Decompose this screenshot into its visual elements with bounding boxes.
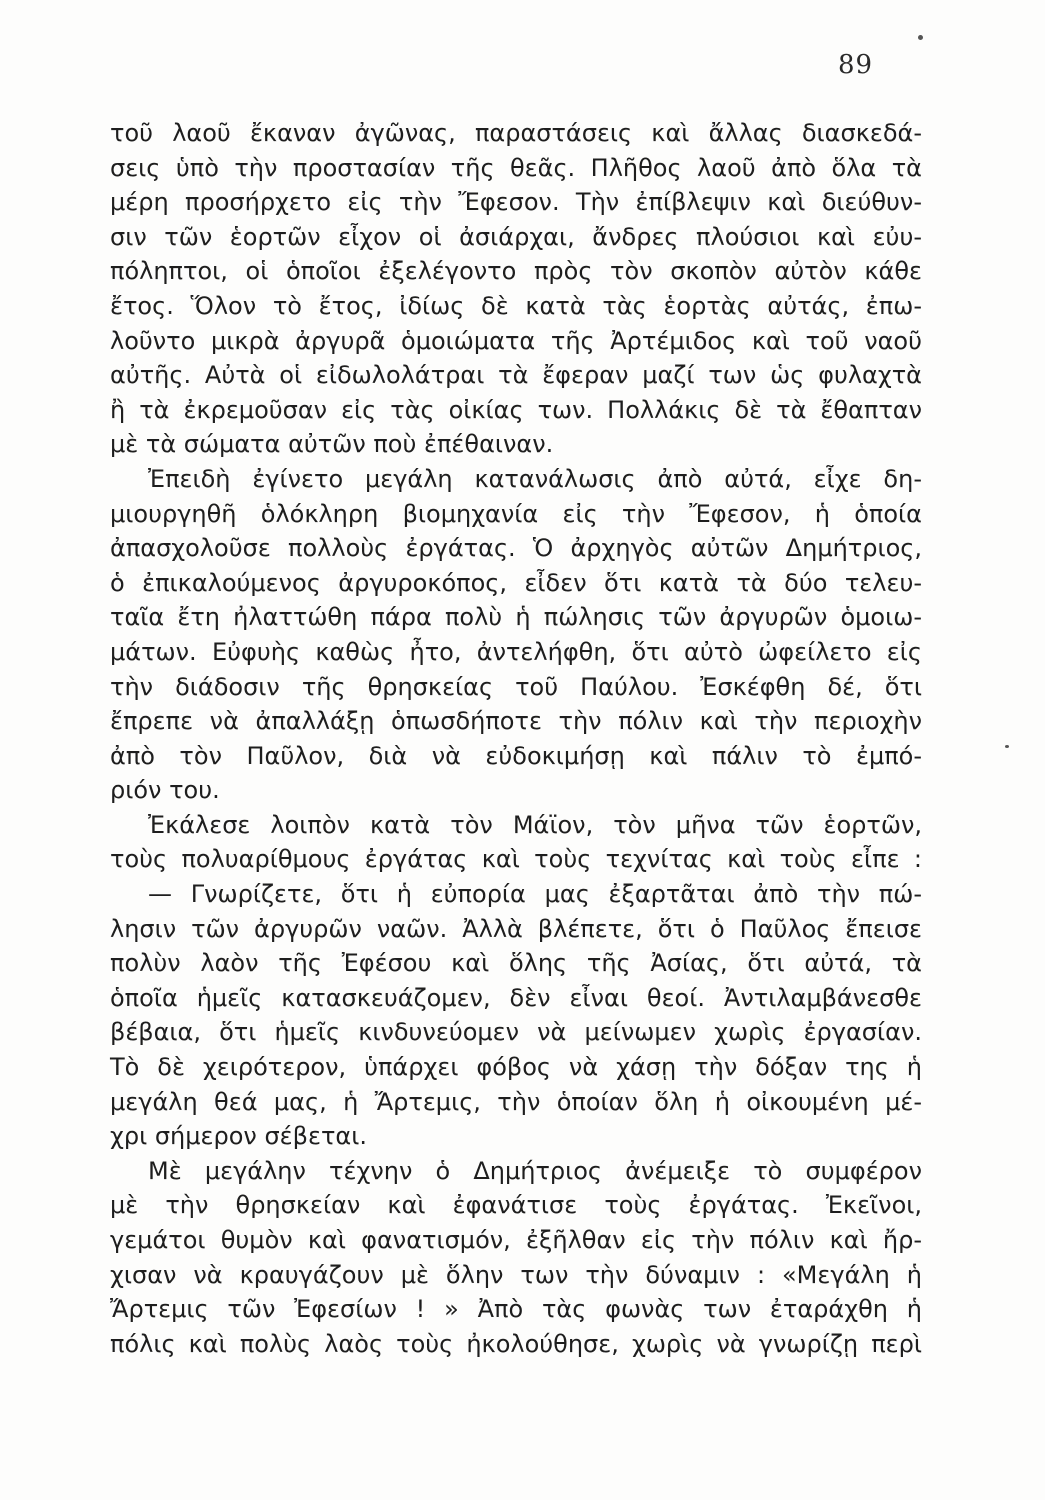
text-line: ἀπὸ τὸν Παῦλον, διὰ νὰ εὐδοκιμήσῃ καὶ πάλιν τὸ ἐμπό- [110,741,922,770]
ink-speck [918,35,923,40]
text-line: τὴν διάδοσιν τῆς θρησκείας τοῦ Παύλου. Ἐσκέφθη δέ, ὅτι [110,672,922,701]
text-line: ὁ ἐπικαλούμενος ἀργυροκόπος, εἶδεν ὅτι κατὰ τὰ δύο τελευ- [110,568,922,597]
text-line: μὲ τὴν θρησκείαν καὶ ἐφανάτισε τοὺς ἐργάτας. Ἐκεῖνοι, [110,1191,922,1220]
text-line: πόληπτοι, οἱ ὁποῖοι ἐξελέγοντο πρὸς τὸν σκοπὸν αὐτὸν κάθε [110,257,922,286]
text-line: γεμάτοι θυμὸν καὶ φανατισμόν, ἐξῆλθαν εἰς τὴν πόλιν καὶ ἤρ- [110,1226,922,1254]
text-line: Μὲ μεγάλην τέχνην ὁ Δημήτριος ἀνέμειξε τὸ συμφέρον [148,1156,922,1185]
text-line: ταῖα ἔτη ἠλαττώθη πάρα πολὺ ἡ πώλησις τῶν ἀργυρῶν ὁμοιω- [110,603,922,632]
text-line: Ἄρτεμις τῶν Ἐφεσίων ! » Ἀπὸ τὰς φωνὰς των ἐταράχθη ἡ [110,1295,922,1324]
text-line: σεις ὑπὸ τὴν προστασίαν τῆς θεᾶς. Πλῆθος λαοῦ ἀπὸ ὅλα τὰ [110,153,922,182]
body-text [110,116,922,1361]
ink-speck [1005,745,1009,748]
text-line: αὐτῆς. Αὐτὰ οἱ εἰδωλολάτραι τὰ ἔφεραν μαζί των ὡς φυλαχτὰ [110,361,922,390]
text-line: ἔπρεπε νὰ ἀπαλλάξῃ ὁπωσδήποτε τὴν πόλιν καὶ τὴν περιοχὴν [110,707,922,736]
text-line: τοὺς πολυαρίθμους ἐργάτας καὶ τοὺς τεχνίτας καὶ τοὺς εἶπε : [110,845,922,874]
text-line: ἔτος. Ὅλον τὸ ἔτος, ἰδίως δὲ κατὰ τὰς ἑορτὰς αὐτάς, ἐπω- [110,291,922,320]
text-line: χισαν νὰ κραυγάζουν μὲ ὅλην των τὴν δύναμιν : «Μεγάλη ἡ [110,1260,922,1289]
text-line: Ἐκάλεσε λοιπὸν κατὰ τὸν Μάϊον, τὸν μῆνα τῶν ἑορτῶν, [148,810,922,839]
text-line: μὲ τὰ σώματα αὐτῶν ποὺ ἐπέθαιναν. [110,430,554,459]
text-line: βέβαια, ὅτι ἡμεῖς κινδυνεύομεν νὰ μείνωμεν χωρὶς ἐργασίαν. [110,1018,922,1047]
text-line: πόλις καὶ πολὺς λαὸς τοὺς ἠκολούθησε, χωρὶς νὰ γνωρίζῃ περὶ [110,1329,922,1358]
text-line: μιουργηθῆ ὁλόκληρη βιομηχανία εἰς τὴν Ἔφεσον, ἡ ὁποία [110,499,922,528]
text-line: μέρη προσήρχετο εἰς τὴν Ἔφεσον. Τὴν ἐπίβλεψιν καὶ διεύθυν- [110,188,922,217]
text-line: χρι σήμερον σέβεται. [110,1122,367,1151]
text-line: Ἐπειδὴ ἐγίνετο μεγάλη κατανάλωσις ἀπὸ αὐτά, εἶχε δη- [148,464,922,493]
text-line: Τὸ δὲ χειρότερον, ὑπάρχει φόβος νὰ χάσῃ τὴν δόξαν της ἡ [110,1053,922,1082]
text-line: ἢ τὰ ἐκρεμοῦσαν εἰς τὰς οἰκίας των. Πολλάκις δὲ τὰ ἔθαπταν [110,395,922,424]
text-line: ὁποῖα ἡμεῖς κατασκευάζομεν, δὲν εἶναι θεοί. Ἀντιλαμβάνεσθε [110,983,922,1012]
text-line: μεγάλη θεά μας, ἡ Ἄρτεμις, τὴν ὁποίαν ὅλη ἡ οἰκουμένη μέ- [110,1087,922,1116]
page-number: 89 [838,50,874,80]
text-line: — Γνωρίζετε, ὅτι ἡ εὐπορία μας ἐξαρτᾶται ἀπὸ τὴν πώ- [148,880,922,909]
text-line: ἀπασχολοῦσε πολλοὺς ἐργάτας. Ὁ ἀρχηγὸς αὐτῶν Δημήτριος, [110,534,922,563]
text-line: λοῦντο μικρὰ ἀργυρᾶ ὁμοιώματα τῆς Ἀρτέμιδος καὶ τοῦ ναοῦ [110,326,922,355]
text-line: λησιν τῶν ἀργυρῶν ναῶν. Ἀλλὰ βλέπετε, ὅτι ὁ Παῦλος ἔπεισε [110,914,922,943]
text-line: πολὺν λαὸν τῆς Ἐφέσου καὶ ὅλης τῆς Ἀσίας, ὅτι αὐτά, τὰ [110,949,922,978]
text-line: τοῦ λαοῦ ἔκαναν ἀγῶνας, παραστάσεις καὶ ἄλλας διασκεδά- [110,119,922,147]
text-line: σιν τῶν ἑορτῶν εἶχον οἱ ἀσιάρχαι, ἄνδρες πλούσιοι καὶ εὐυ- [110,222,922,251]
text-line: ριόν του. [110,776,220,805]
text-line: μάτων. Εὐφυὴς καθὼς ἦτο, ἀντελήφθη, ὅτι αὐτὸ ὠφείλετο εἰς [110,637,922,666]
